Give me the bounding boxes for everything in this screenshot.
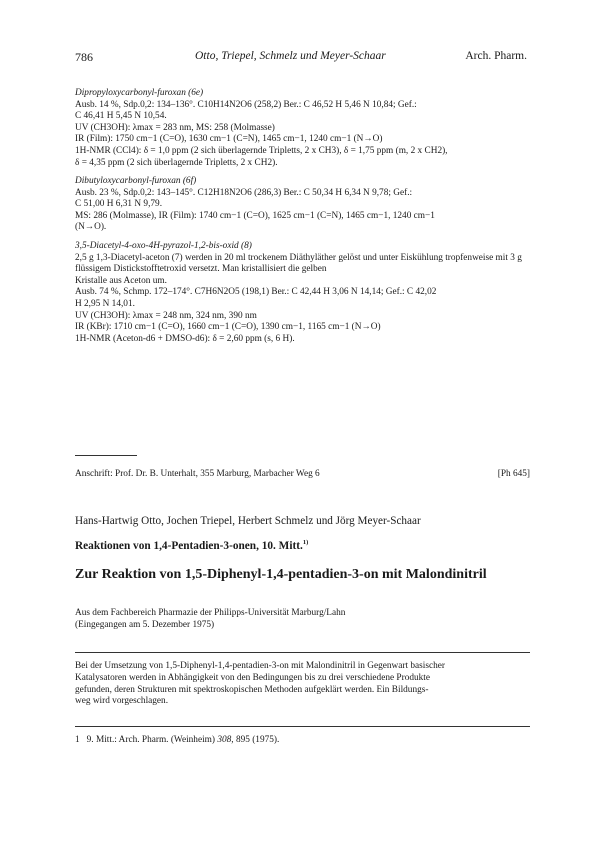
article-authors: Hans-Hartwig Otto, Jochen Triepel, Herbert Schmelz und Jörg Meyer-Schaar [75, 515, 421, 527]
experimental-line: Ausb. 74 %, Schmp. 172–174°. C7H6N2O5 (198,1) Ber.: C 42,44 H 3,06 N 14,14; Gef.: C 42,02 [75, 287, 437, 298]
experimental-line: IR (KBr): 1710 cm−1 (C=O), 1660 cm−1 (C=O), 1390 cm−1, 1165 cm−1 (N→O) [75, 322, 381, 333]
compound-6f-section [75, 176, 530, 234]
footnote [75, 735, 279, 745]
abstract-line: Katalysatoren werden in Abhängigkeit von den Bedingungen bis zu drei verschiedene Produkte [75, 672, 430, 683]
affiliation: Aus dem Fachbereich Pharmazie der Philipps-Universität Marburg/Lahn [75, 608, 346, 618]
footnote-rule [75, 726, 530, 727]
abstract-line: Bei der Umsetzung von 1,5-Diphenyl-1,4-pentadien-3-on mit Malondinitril in Gegenwart basischer [75, 661, 445, 671]
address-rule [75, 455, 137, 456]
experimental-line: Kristalle aus Aceton um. [75, 275, 167, 286]
experimental-line: C 51,00 H 6,31 N 9,79. [75, 199, 163, 210]
compound-title [75, 88, 530, 100]
affiliation-block [75, 608, 345, 631]
abstract-line: gefunden, deren Strukturen mit spektroskopischen Methoden aufgeklärt werden. Ein Bildungs- [75, 684, 429, 695]
manuscript-tag: [Ph 645] [497, 469, 530, 479]
footnote-text: 9. Mitt.: Arch. Pharm. (Weinheim) [86, 735, 215, 745]
footnote-pages: 895 (1975). [235, 735, 280, 745]
page-header [75, 50, 527, 66]
compound-6e-title: Dipropyloxycarbonyl-furoxan (6e) [75, 88, 204, 98]
correspondence-address [75, 469, 530, 481]
compound-8-title: 3,5-Diacetyl-4-oxo-4H-pyrazol-1,2-bis-oxid (8) [75, 241, 252, 251]
article-title: Zur Reaktion von 1,5-Diphenyl-1,4-pentadien-3-on mit Malondinitril [75, 567, 487, 582]
article-series [75, 540, 308, 552]
received-date: (Eingegangen am 5. Dezember 1975) [75, 619, 215, 630]
series-footnote-marker: 1) [302, 539, 309, 547]
experimental-line: UV (CH3OH): λmax = 248 nm, 324 nm, 390 nm [75, 310, 257, 321]
compound-6e-section [75, 88, 530, 169]
series-title: Reaktionen von 1,4-Pentadien-3-onen, 10. Mitt. [75, 540, 303, 552]
footnote-number: 1 [75, 735, 80, 745]
experimental-line: (N→O). [75, 222, 107, 233]
experimental-line: Ausb. 23 %, Sdp.0,2: 143–145°. C12H18N2O6 (286,3) Ber.: C 50,34 H 6,34 N 9,78; Gef.: [75, 187, 413, 198]
experimental-line: C 46,41 H 5,45 N 10,54. [75, 111, 167, 122]
page-number: 786 [75, 50, 93, 64]
experimental-line: UV (CH3OH): λmax = 283 nm, MS: 258 (Molmasse) [75, 122, 275, 133]
address-text: Anschrift: Prof. Dr. B. Unterhalt, 355 Marburg, Marbacher Weg 6 [75, 469, 320, 479]
compound-8-section [75, 241, 530, 345]
experimental-line: IR (Film): 1750 cm−1 (C=O), 1630 cm−1 (C=N), 1465 cm−1, 1240 cm−1 (N→O) [75, 134, 383, 145]
footnote-volume: 308, [217, 735, 234, 745]
experimental-line: 1H-NMR (CCl4): δ = 1,0 ppm (2 sich überlagernde Tripletts, 2 x CH3), δ = 1,75 ppm (m, 2 x CH2), [75, 145, 448, 156]
experimental-line: MS: 286 (Molmasse), IR (Film): 1740 cm−1 (C=O), 1625 cm−1 (C=N), 1465 cm−1, 1240 cm−1 [75, 210, 435, 221]
experimental-line: 1H-NMR (Aceton-d6 + DMSO-d6): δ = 2,60 ppm (s, 6 H). [75, 333, 295, 344]
experimental-line: Ausb. 14 %, Sdp.0,2: 134–136°. C10H14N2O6 (258,2) Ber.: C 46,52 H 5,46 N 10,84; Gef.: [75, 99, 417, 110]
experimental-line: δ = 4,35 ppm (2 sich überlagernde Tripletts, 2 x CH2). [75, 157, 278, 168]
journal-name: Arch. Pharm. [465, 50, 527, 62]
abstract-top-rule [75, 652, 530, 653]
running-title: Otto, Triepel, Schmelz und Meyer-Schaar [195, 50, 386, 62]
abstract-line: weg wird vorgeschlagen. [75, 696, 169, 707]
experimental-line: H 2,95 N 14,01. [75, 298, 135, 309]
experimental-line: 2,5 g 1,3-Diacetyl-aceton (7) werden in 20 ml trockenem Diäthyläther gelöst und unter Eiskühlung tropfenweise mit 3 g flüssigem Distickstofftetroxid versetzt. Man kristallisiert die gelben [75, 252, 522, 275]
compound-6f-title: Dibutyloxycarbonyl-furoxan (6f) [75, 176, 197, 186]
abstract [75, 661, 530, 708]
